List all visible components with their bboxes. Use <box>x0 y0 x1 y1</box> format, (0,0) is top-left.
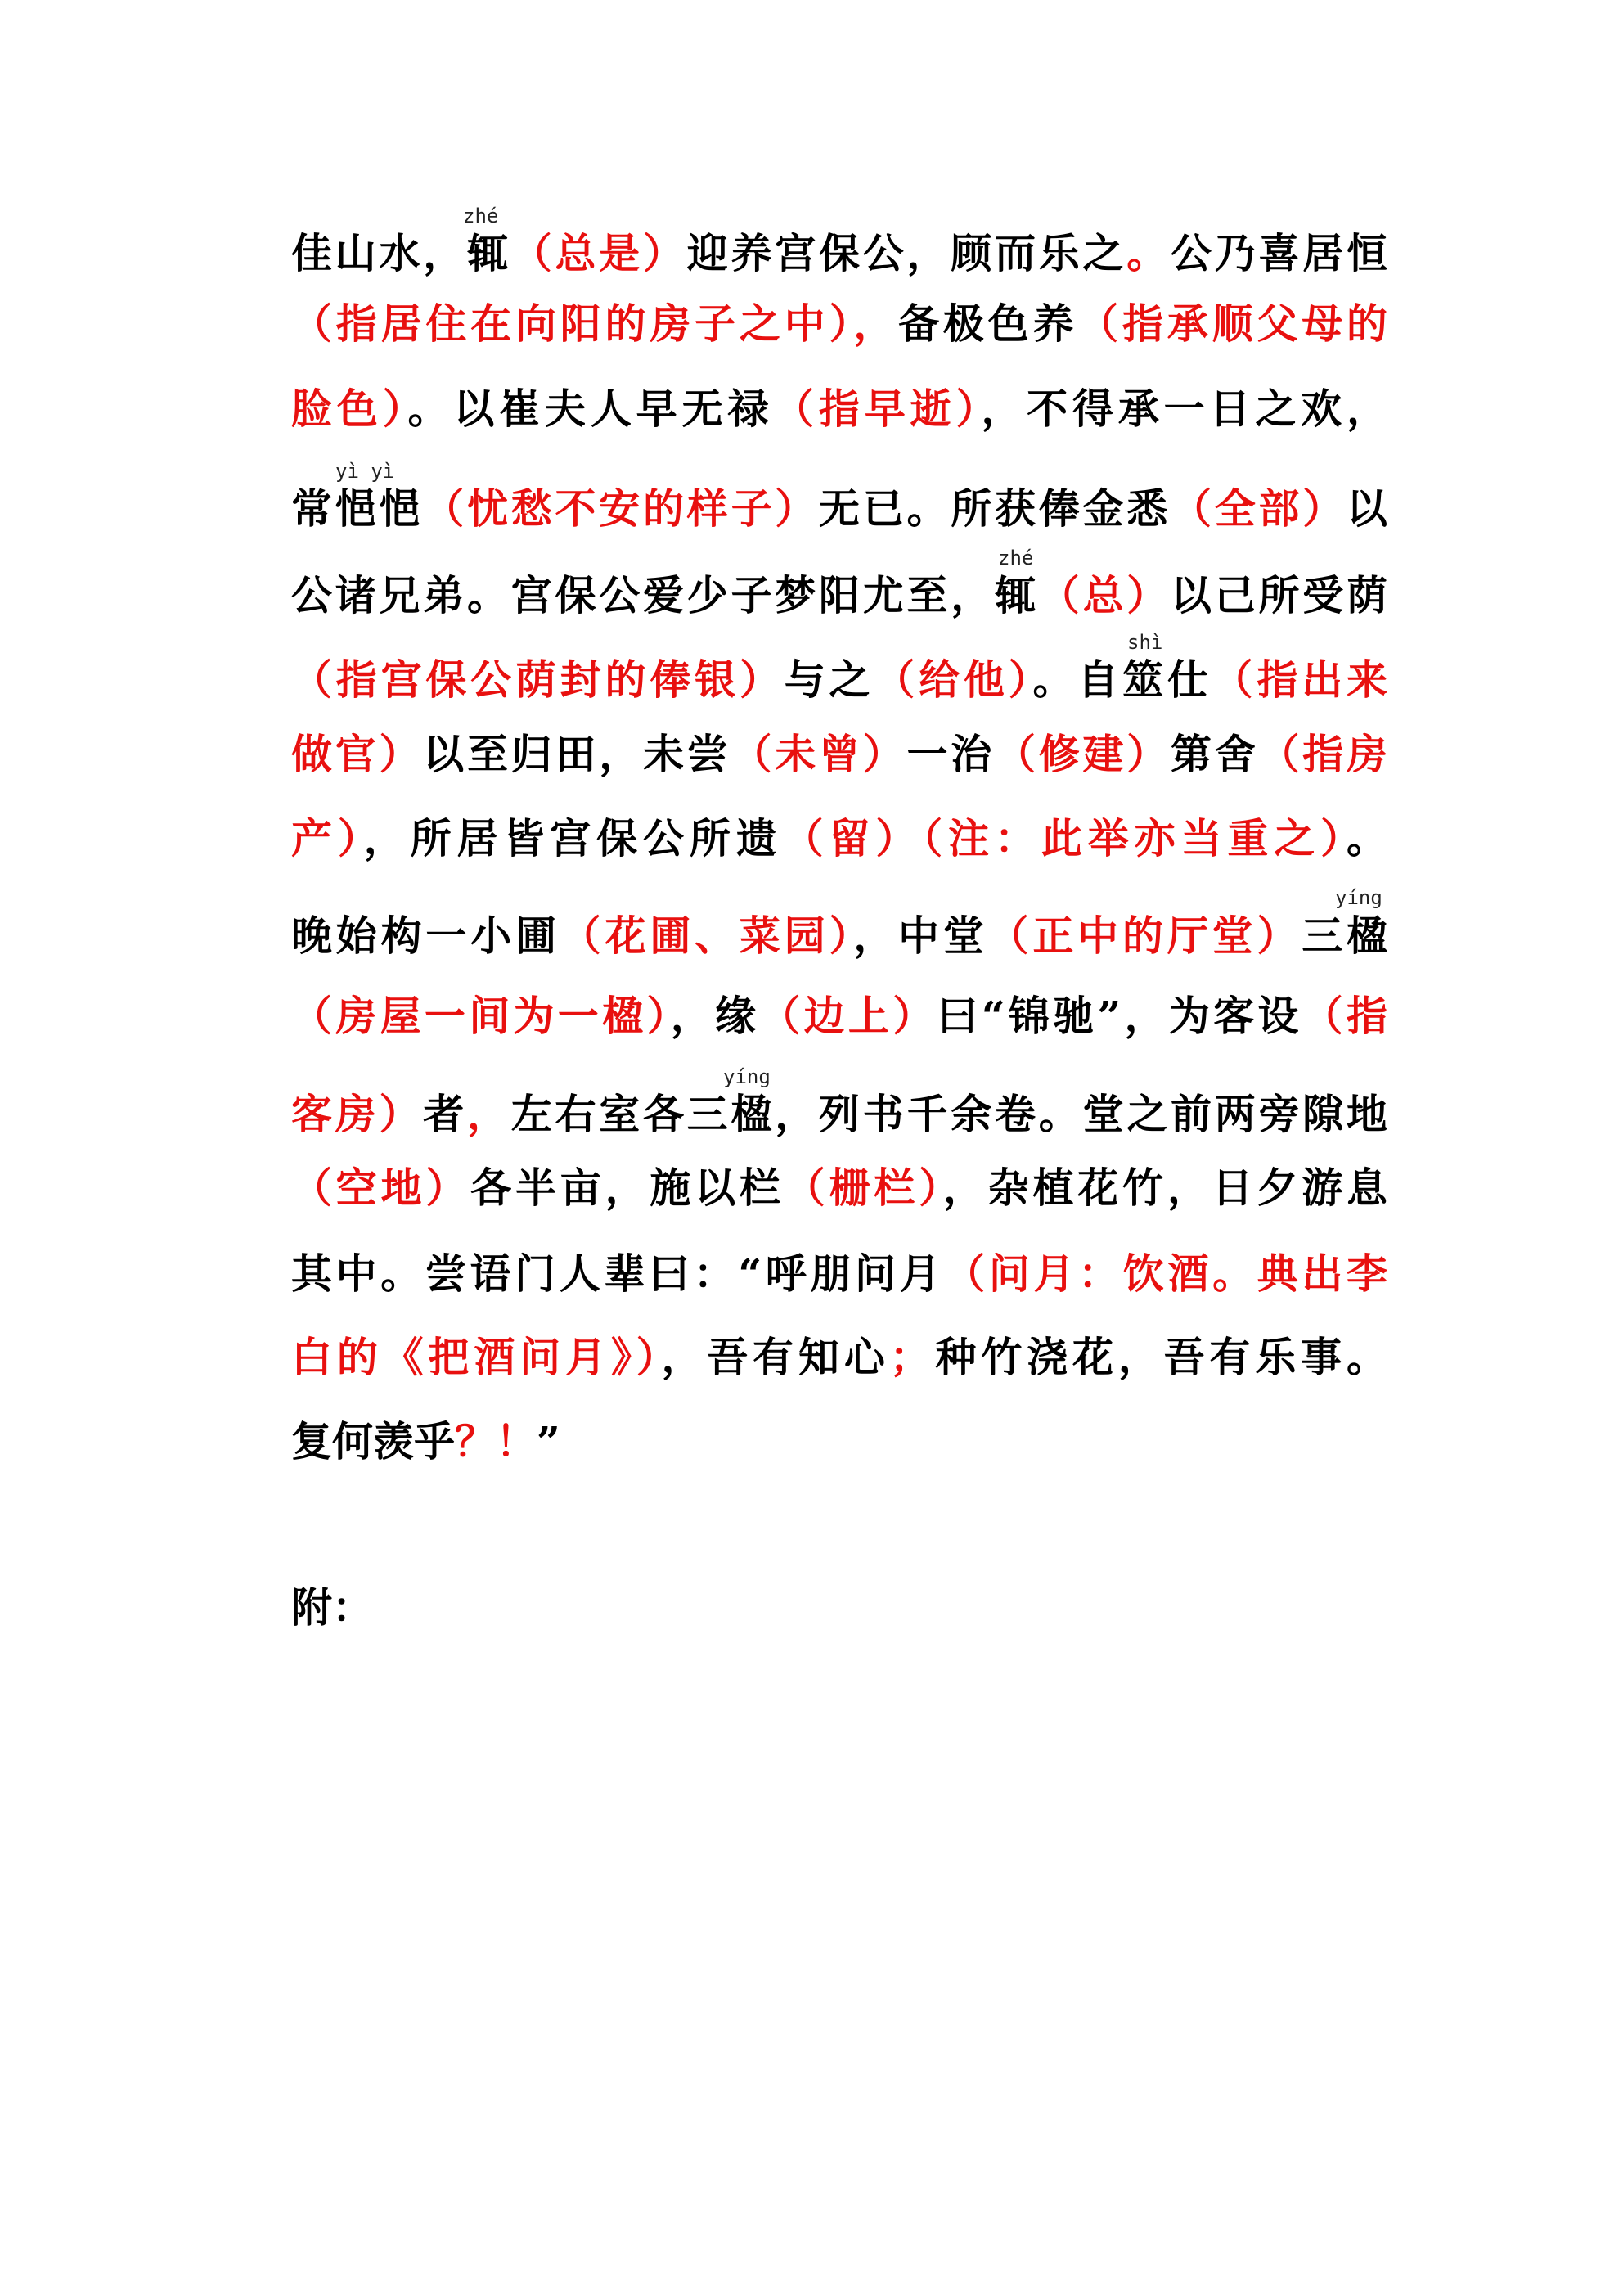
text-line-2 <box>291 298 1387 350</box>
pinyin-ying-2: yíng <box>723 1065 771 1088</box>
annotation-text: ； <box>889 1333 931 1381</box>
annotation-text: （指承顺父母的 <box>1077 299 1388 348</box>
annotation-text: ， <box>467 1090 511 1138</box>
annotation-text: 。 <box>1126 229 1171 277</box>
annotation-text: 脸色） <box>291 385 408 433</box>
text-line-10 <box>291 990 1387 1042</box>
body-text: 辄 <box>467 229 511 277</box>
text-line-15 <box>291 1416 1387 1468</box>
annotation-text: ？！ <box>455 1417 537 1465</box>
annotation-text: （指 <box>1302 992 1388 1040</box>
pinyin-ying-1: yíng <box>1335 886 1382 909</box>
text-line-12 <box>291 1162 1387 1214</box>
body-text: ，缘 <box>670 992 760 1040</box>
text-line-4 <box>291 483 1387 535</box>
annotation-text: （指早逝） <box>773 385 982 433</box>
body-text: 备极色养 <box>898 299 1078 348</box>
annotation-text: （修建） <box>995 730 1171 778</box>
annotation-text: （留）（注：此举亦当重之） <box>782 814 1347 862</box>
text-line-6 <box>291 654 1387 706</box>
annotation-text: 做官） <box>291 730 424 778</box>
body-text: 曰“锦驰”，为客设 <box>937 992 1302 1040</box>
body-text: 以 <box>1347 484 1387 533</box>
annotation-text: （总是） <box>510 229 687 277</box>
annotation-text: （正中的厅堂） <box>987 912 1302 960</box>
annotation-text: （未曾） <box>731 730 907 778</box>
body-text: 晚始构一小圃 <box>291 912 560 960</box>
body-text: ，杂植花竹，日夕游息 <box>942 1164 1388 1212</box>
body-text: 。以崔夫人早无禄 <box>407 385 774 433</box>
pinyin-zhe-1: zhé <box>463 205 499 227</box>
body-text: 以至归田，未尝 <box>423 730 731 778</box>
body-text: 。 <box>1347 814 1387 862</box>
body-text: 各半亩，施以栏 <box>470 1164 785 1212</box>
body-text: 迎养宫保公，顾而乐之 <box>686 229 1127 277</box>
annotation-text: （总） <box>1038 571 1171 619</box>
text-line-11 <box>291 1088 1387 1141</box>
body-text: 公诸兄弟。宫保公爱少子梦阳尤至，辄 <box>291 571 1039 619</box>
body-text: 种竹浇花，吾有乐事。 <box>930 1333 1388 1381</box>
body-text: 附： <box>291 1583 373 1632</box>
body-text: 公乃喜居恒 <box>1171 229 1387 277</box>
body-text: 第舍 <box>1171 730 1259 778</box>
body-text: 常悒悒 <box>291 484 424 533</box>
body-text: 以己所受荫 <box>1171 571 1387 619</box>
annotation-text: （指居住在向阳的房子之中）， <box>291 299 899 348</box>
body-text: ” <box>537 1417 560 1465</box>
pinyin-shi: shì <box>1127 631 1163 654</box>
annotation-text: （指宫保公荫封的俸银） <box>291 655 785 704</box>
body-text: 其中。尝语门人辈曰：“呼朋问月 <box>291 1249 945 1298</box>
pinyin-yiyi: yì yì <box>335 460 395 483</box>
annotation-text: （问月：饮酒。典出李 <box>944 1249 1387 1298</box>
attachment-heading <box>291 1582 1387 1634</box>
annotation-text: （指出来 <box>1212 655 1388 704</box>
body-text: 者 <box>423 1090 467 1138</box>
annotation-text: （边上） <box>759 992 937 1040</box>
body-text: ，不得承一日之欢， <box>981 385 1388 433</box>
annotation-text: （全部） <box>1171 484 1347 533</box>
text-line-8 <box>291 813 1387 865</box>
annotation-text: 产） <box>291 814 364 862</box>
annotation-text: 白的《把酒问月》） <box>291 1333 662 1381</box>
body-text: 与之 <box>784 655 874 704</box>
annotation-text: 客房） <box>291 1090 424 1138</box>
body-text: 。自筮仕 <box>1032 655 1212 704</box>
body-text: 左右室各三楹，列书千余卷。堂之前两旁隙地 <box>510 1090 1387 1138</box>
text-line-13 <box>291 1248 1387 1300</box>
annotation-text: （栅栏） <box>784 1164 943 1212</box>
annotation-text: （房屋一间为一楹） <box>291 992 671 1040</box>
text-line-14 <box>291 1331 1387 1384</box>
pinyin-zhe-2: zhé <box>998 547 1034 569</box>
text-line-7 <box>291 728 1387 781</box>
annotation-text: （给他） <box>874 655 1033 704</box>
text-line-5 <box>291 569 1387 622</box>
text-line-9 <box>291 910 1387 962</box>
body-text: 无已。所获俸金悉 <box>819 484 1171 533</box>
text-line-3 <box>291 383 1387 435</box>
text-line-1 <box>291 227 1387 280</box>
annotation-text: （花圃、菜园） <box>560 912 854 960</box>
body-text: ，中堂 <box>853 912 988 960</box>
body-text: 一治 <box>906 730 995 778</box>
body-text: ，所居皆宫保公所遗 <box>363 814 783 862</box>
annotation-text: （指房 <box>1258 730 1387 778</box>
body-text: ，吾有知心 <box>661 1333 890 1381</box>
body-text: 三楹 <box>1302 912 1388 960</box>
body-text: 佳山水， <box>291 229 467 277</box>
annotation-text: （忧愁不安的样子） <box>423 484 819 533</box>
annotation-text: （空地） <box>291 1164 471 1212</box>
body-text: 复何羡乎 <box>291 1417 455 1465</box>
